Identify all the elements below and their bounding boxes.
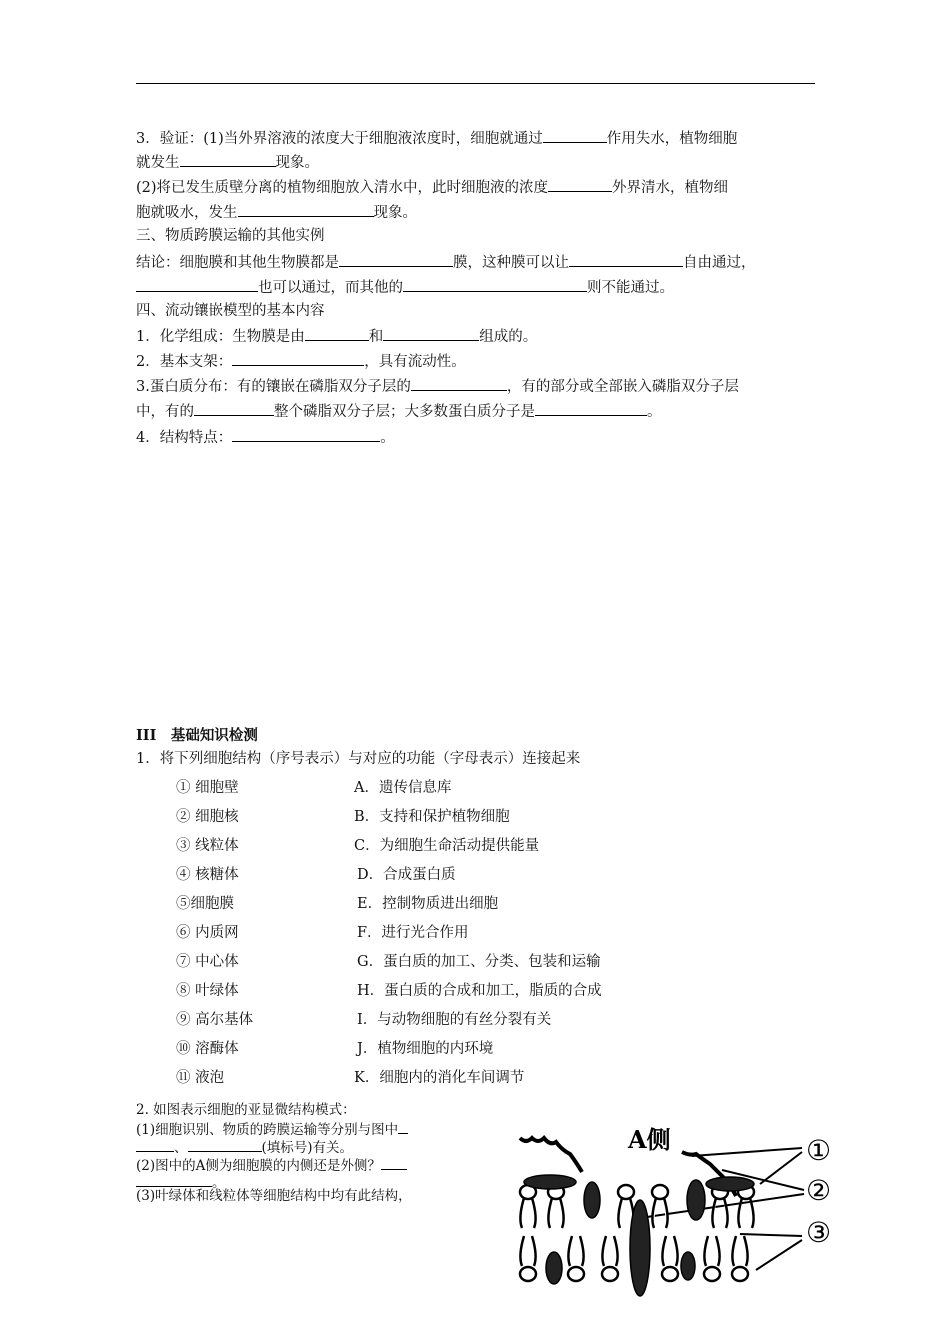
- verify-line-1: [136, 128, 737, 148]
- answer-blank[interactable]: [232, 427, 380, 442]
- text: 也可以通过，而其他的: [258, 280, 403, 296]
- structure-item[interactable]: ④ 核糖体: [176, 867, 239, 883]
- membrane-diagram: [510, 1118, 840, 1304]
- text: ，有的部分或全部嵌入磷脂双分子层: [506, 379, 739, 395]
- function-item[interactable]: I．与动物细胞的有丝分裂有关: [357, 1012, 552, 1028]
- text: 。: [212, 1175, 226, 1191]
- text: 3．验证：(1)当外界溶液的浓度大于细胞液浓度时，细胞就通过: [136, 131, 543, 147]
- marker-2: ②: [806, 1174, 832, 1207]
- function-item[interactable]: H．蛋白质的合成和加工，脂质的合成: [357, 983, 602, 999]
- model-item-4: [136, 427, 395, 447]
- quiz-heading: III 基础知识检测: [136, 727, 258, 744]
- answer-blank[interactable]: [535, 401, 647, 416]
- answer-blank[interactable]: [398, 1119, 408, 1134]
- model-item-3: [136, 376, 739, 396]
- structure-item[interactable]: ⑨ 高尔基体: [176, 1012, 254, 1028]
- answer-blank[interactable]: [339, 252, 453, 267]
- structure-item[interactable]: ⑩ 溶酶体: [176, 1041, 239, 1057]
- text: 1．化学组成：生物膜是由: [136, 329, 305, 345]
- function-item[interactable]: A．遗传信息库: [354, 780, 452, 796]
- text: 现象。: [275, 155, 319, 171]
- text: (2)将已发生质壁分离的植物细胞放入清水中，此时细胞液的浓度: [136, 180, 549, 196]
- answer-blank[interactable]: [194, 401, 274, 416]
- answer-blank[interactable]: [238, 202, 374, 217]
- function-item[interactable]: J．植物细胞的内环境: [357, 1041, 494, 1057]
- verify-line-2: [136, 152, 319, 172]
- text: (填标号)有关。: [261, 1140, 354, 1156]
- answer-blank[interactable]: [305, 326, 369, 341]
- text: 则不能通过。: [587, 280, 674, 296]
- text: 、: [174, 1140, 188, 1156]
- function-item[interactable]: F．进行光合作用: [357, 925, 469, 941]
- text: 结论：细胞膜和其他生物膜都是: [136, 255, 339, 271]
- structure-item[interactable]: ① 细胞壁: [176, 780, 239, 796]
- answer-blank[interactable]: [548, 177, 612, 192]
- structure-item[interactable]: ③ 线粒体: [176, 838, 239, 854]
- text: 中，有的: [136, 404, 194, 420]
- function-item[interactable]: C．为细胞生命活动提供能量: [354, 838, 540, 854]
- text: 2．基本支架：: [136, 354, 233, 370]
- answer-blank[interactable]: [136, 1172, 212, 1187]
- function-item[interactable]: E．控制物质进出细胞: [357, 896, 499, 912]
- text: 胞就吸水，发生: [136, 205, 238, 221]
- function-item[interactable]: B．支持和保护植物细胞: [354, 809, 510, 825]
- question-2: 2. 如图表示细胞的亚显微结构模式：: [136, 1102, 356, 1118]
- text: 组成的。: [479, 329, 538, 345]
- structure-item[interactable]: ⑧ 叶绿体: [176, 983, 239, 999]
- marker-1: ①: [806, 1134, 832, 1167]
- conclusion-line-2: [136, 277, 674, 297]
- structure-item[interactable]: ⑪ 液泡: [176, 1070, 225, 1086]
- answer-blank[interactable]: [188, 1137, 262, 1152]
- header-rule: [136, 83, 815, 84]
- text: 。: [647, 404, 662, 420]
- answer-blank[interactable]: [136, 277, 258, 292]
- text: 外界清水，植物细: [612, 180, 729, 196]
- question-2-3: (3)叶绿体和线粒体等细胞结构中均有此结构，: [136, 1188, 412, 1204]
- text: ，具有流动性。: [364, 354, 466, 370]
- text: 就发生: [136, 155, 180, 171]
- verify-line-4: [136, 202, 417, 222]
- model-item-3-cont: [136, 401, 662, 421]
- answer-blank[interactable]: [403, 277, 587, 292]
- text: 和: [368, 329, 384, 345]
- marker-3: ③: [806, 1216, 832, 1249]
- function-item[interactable]: K．细胞内的消化车间调节: [354, 1070, 525, 1086]
- text: 整个磷脂双分子层；大多数蛋白质分子是: [274, 404, 535, 420]
- text: 自由通过，: [683, 255, 756, 271]
- text: (1)细胞识别、物质的跨膜运输等分别与图中: [136, 1122, 399, 1138]
- glycoprotein-chain-left: [520, 1138, 582, 1172]
- side-a-label: A侧: [628, 1125, 671, 1154]
- function-item[interactable]: D．合成蛋白质: [357, 867, 456, 883]
- answer-blank[interactable]: [569, 252, 683, 267]
- text: (2)图中的A侧为细胞膜的内侧还是外侧？: [136, 1158, 381, 1174]
- verify-line-3: [136, 177, 728, 197]
- question-2-1: [136, 1119, 408, 1139]
- question-2-1-cont: [136, 1137, 353, 1157]
- function-item[interactable]: G．蛋白质的加工、分类、包装和运输: [357, 954, 601, 970]
- text: 膜，这种膜可以让: [453, 255, 569, 271]
- structure-item[interactable]: ⑦ 中心体: [176, 954, 239, 970]
- answer-blank[interactable]: [383, 326, 479, 341]
- answer-blank[interactable]: [136, 1137, 174, 1152]
- text: 。: [380, 430, 395, 446]
- text: 4．结构特点：: [136, 430, 233, 446]
- answer-blank[interactable]: [232, 351, 364, 366]
- model-item-1: [136, 326, 537, 346]
- section-heading: 三、物质跨膜运输的其他实例: [136, 228, 325, 244]
- answer-blank[interactable]: [180, 152, 276, 167]
- answer-blank[interactable]: [543, 128, 607, 143]
- text: 作用失水，植物细胞: [606, 131, 738, 147]
- question-1: 1．将下列细胞结构（序号表示）与对应的功能（字母表示）连接起来: [136, 751, 581, 767]
- structure-item[interactable]: ⑥ 内质网: [176, 925, 239, 941]
- structure-item[interactable]: ② 细胞核: [176, 809, 239, 825]
- answer-blank[interactable]: [381, 1155, 407, 1170]
- answer-blank[interactable]: [411, 376, 507, 391]
- conclusion-line-1: [136, 252, 756, 272]
- text: 3.蛋白质分布：有的镶嵌在磷脂双分子层的: [136, 379, 411, 395]
- model-item-2: [136, 351, 466, 371]
- text: 现象。: [373, 205, 417, 221]
- section-heading: 四、流动镶嵌模型的基本内容: [136, 303, 325, 319]
- structure-item[interactable]: ⑤细胞膜: [176, 896, 234, 912]
